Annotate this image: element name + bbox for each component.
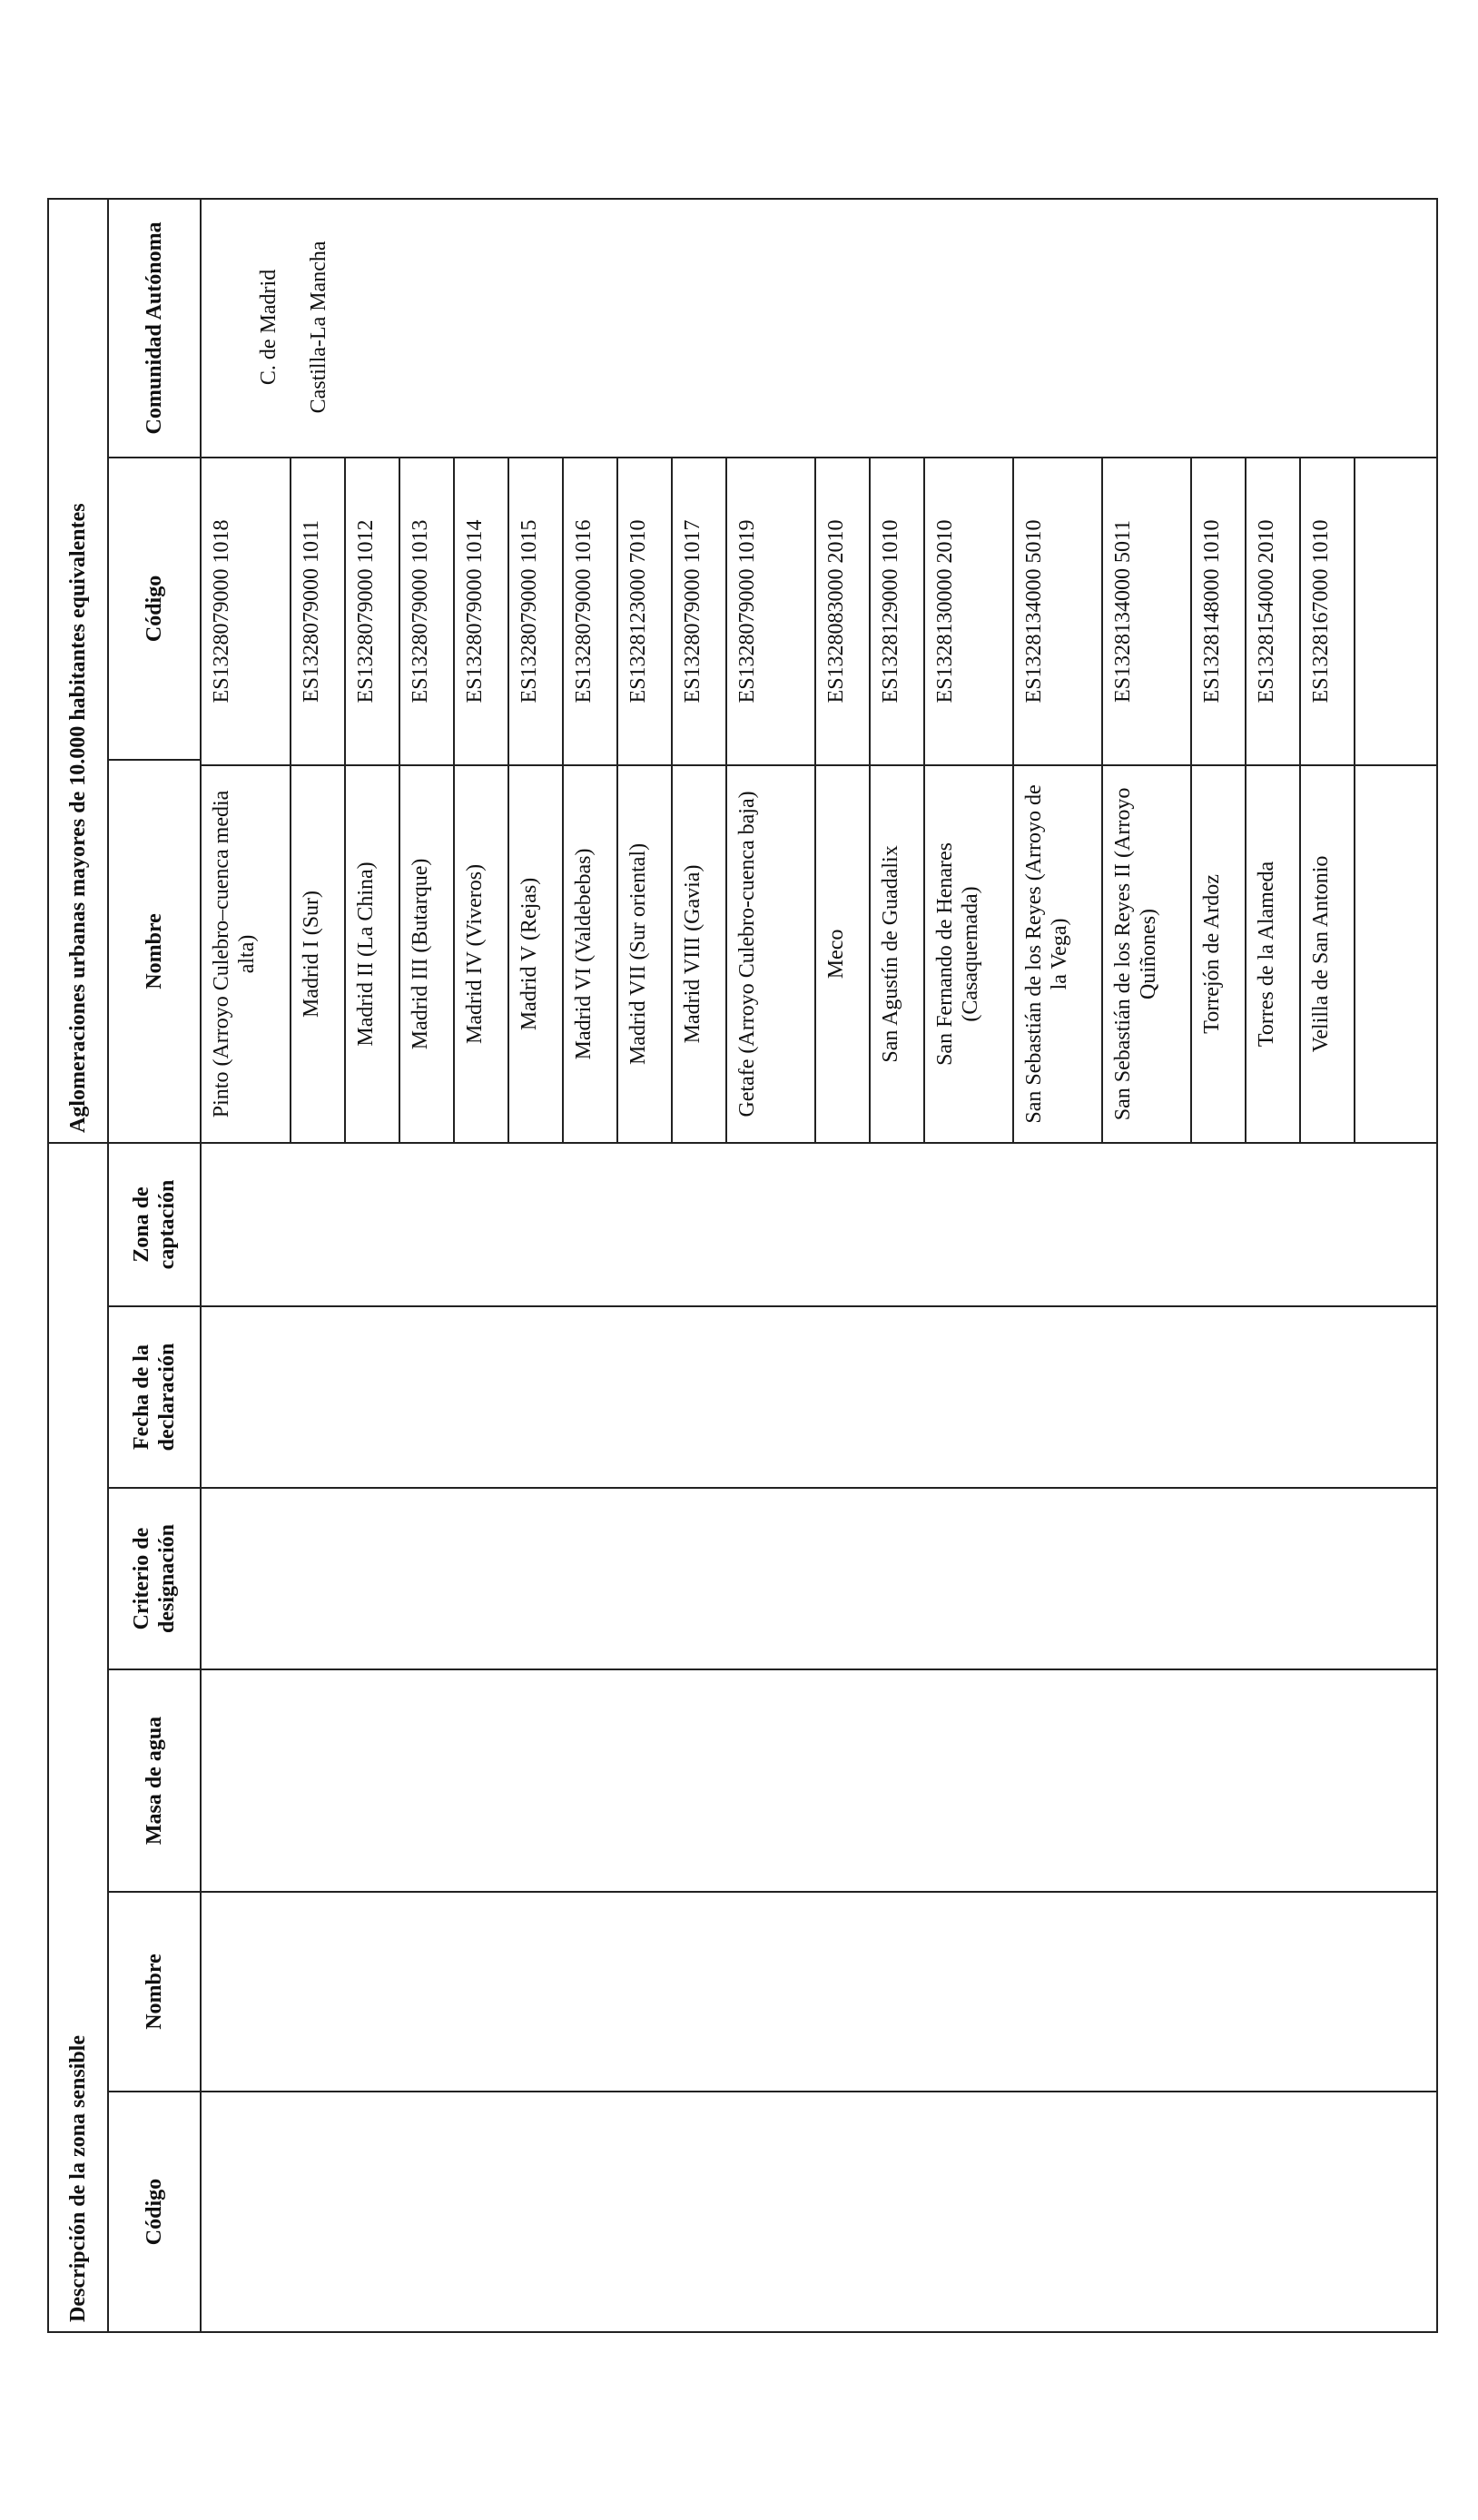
table-row: [1191, 458, 1246, 1142]
group-header-zona: Descripción de la zona sensible: [48, 1143, 108, 2332]
col-header-aglo-codigo: Código: [143, 575, 166, 643]
aglomeracion-nombre: San Agustín de Guadalix: [870, 765, 924, 1142]
aglomeracion-codigo: ES1328079000 1013: [399, 458, 454, 765]
table-row: [726, 458, 815, 1142]
aglomeracion-nombre: Pinto (Arroyo Culebro–cuenca media alta): [202, 765, 291, 1142]
comunidad-madrid: C. de Madrid: [257, 269, 281, 386]
aglomeracion-nombre: Torres de la Alameda: [1246, 765, 1300, 1142]
aglomeracion-codigo: ES1328079000 1017: [672, 458, 726, 765]
table-row: [1102, 458, 1191, 1142]
aglomeracion-nombre: Madrid II (La China): [345, 765, 399, 1142]
col-header-criterio: Criterio de designación: [108, 1488, 201, 1669]
table-row: [563, 458, 617, 1142]
aglomeracion-nombre: San Sebastián de los Reyes II (Arroyo Quiñones): [1102, 765, 1191, 1142]
aglomeracion-codigo: ES1328130000 2010: [924, 458, 1013, 765]
col-header-aglo-nombre: Nombre: [109, 759, 200, 1142]
table-row: [672, 458, 726, 1142]
aglomeracion-nombre: Madrid VI (Valdebebas): [563, 765, 617, 1142]
col-header-aglo-group: [108, 458, 201, 1143]
aglomeracion-nombre: Madrid IV (Viveros): [454, 765, 508, 1142]
aglomeracion-codigo: ES1328083000 2010: [815, 458, 870, 765]
filler-cell: [1355, 765, 1436, 1142]
aglomeracion-codigo: ES1328134000 5011: [1102, 458, 1191, 765]
col-header-comunidad: Comunidad Autónoma: [108, 199, 201, 458]
filler-cell: [1355, 458, 1436, 765]
group-header-aglomeraciones: Aglomeraciones urbanas mayores de 10.000 habitantes equivalentes: [48, 199, 108, 1143]
col-header-masa-agua: Masa de agua: [108, 1669, 201, 1892]
aglomeracion-codigo: ES1328129000 1010: [870, 458, 924, 765]
aglomeracion-codigo: ES1328079000 1018: [210, 519, 233, 704]
aglomeracion-codigo: ES1328079000 1019: [726, 458, 815, 765]
cell-zona-captacion-empty: [201, 1143, 1437, 1306]
cell-codigo-empty: [201, 2092, 1437, 2332]
comunidad-castilla: Castilla-La Mancha: [307, 241, 330, 414]
cell-nombre-empty: [201, 1892, 1437, 2092]
table-row: [399, 458, 454, 1142]
cell-fecha-empty: [201, 1306, 1437, 1488]
table-row: [815, 458, 870, 1142]
aglomeracion-nombre: Torrejón de Ardoz: [1191, 765, 1246, 1142]
table-row: [870, 458, 924, 1142]
cell-masa-agua-empty: [201, 1669, 1437, 1892]
col-header-zona-captacion: Zona de captación: [108, 1143, 201, 1306]
aglomeracion-codigo: ES1328148000 1010: [1191, 458, 1246, 765]
aglomeracion-nombre: Getafe (Arroyo Culebro-cuenca baja): [726, 765, 815, 1142]
table-row: [924, 458, 1013, 1142]
cell-criterio-empty: [201, 1488, 1437, 1669]
filler-row: [1355, 458, 1436, 1142]
aglomeracion-codigo: ES1328079000 1015: [508, 458, 563, 765]
aglomeracion-codigo: ES1328167000 1010: [1300, 458, 1355, 765]
rotated-page: [47, 200, 1432, 2333]
aglomeracion-codigo: ES1328154000 2010: [1246, 458, 1300, 765]
col-header-nombre: Nombre: [108, 1892, 201, 2092]
table-row: [202, 458, 291, 1142]
sensitive-zones-table: [47, 198, 1438, 2333]
aglomeracion-codigo: ES1328079000 1014: [454, 458, 508, 765]
aglomeracion-nombre: San Sebastián de los Reyes (Arroyo de la Vega): [1013, 765, 1102, 1142]
aglomeracion-nombre: Madrid III (Butarque): [399, 765, 454, 1142]
aglomeracion-codigo: ES1328123000 7010: [617, 458, 672, 765]
aglomeracion-nombre: San Fernando de Henares (Casaquemada): [924, 765, 1013, 1142]
aglomeracion-codigo: ES1328079000 1012: [345, 458, 399, 765]
table-row: [345, 458, 399, 1142]
col-header-codigo: Código: [108, 2092, 201, 2332]
aglomeracion-nombre: Meco: [815, 765, 870, 1142]
table-row: [1300, 458, 1355, 1142]
aglomeracion-codigo: ES1328134000 5010: [1013, 458, 1102, 765]
aglomeracion-nombre: Velilla de San Antonio: [1300, 765, 1355, 1142]
table-row: [1246, 458, 1300, 1142]
aglomeracion-codigo: ES1328079000 1011: [291, 458, 345, 765]
aglomeraciones-list: [201, 458, 1437, 1143]
aglomeracion-codigo: ES1328079000 1016: [563, 458, 617, 765]
col-header-fecha: Fecha de la declaración: [108, 1306, 201, 1488]
table-row: [617, 458, 672, 1142]
aglomeraciones-rows: [202, 458, 1436, 1142]
table-row: [454, 458, 508, 1142]
table-row: [291, 458, 345, 1142]
aglomeracion-nombre: Madrid VII (Sur oriental): [617, 765, 672, 1142]
aglomeracion-nombre: Madrid VIII (Gavia): [672, 765, 726, 1142]
table-row: [508, 458, 563, 1142]
cell-comunidad: [201, 199, 1437, 458]
aglomeracion-nombre: Madrid V (Rejas): [508, 765, 563, 1142]
aglomeracion-nombre: Madrid I (Sur): [291, 765, 345, 1142]
table-row: [1013, 458, 1102, 1142]
